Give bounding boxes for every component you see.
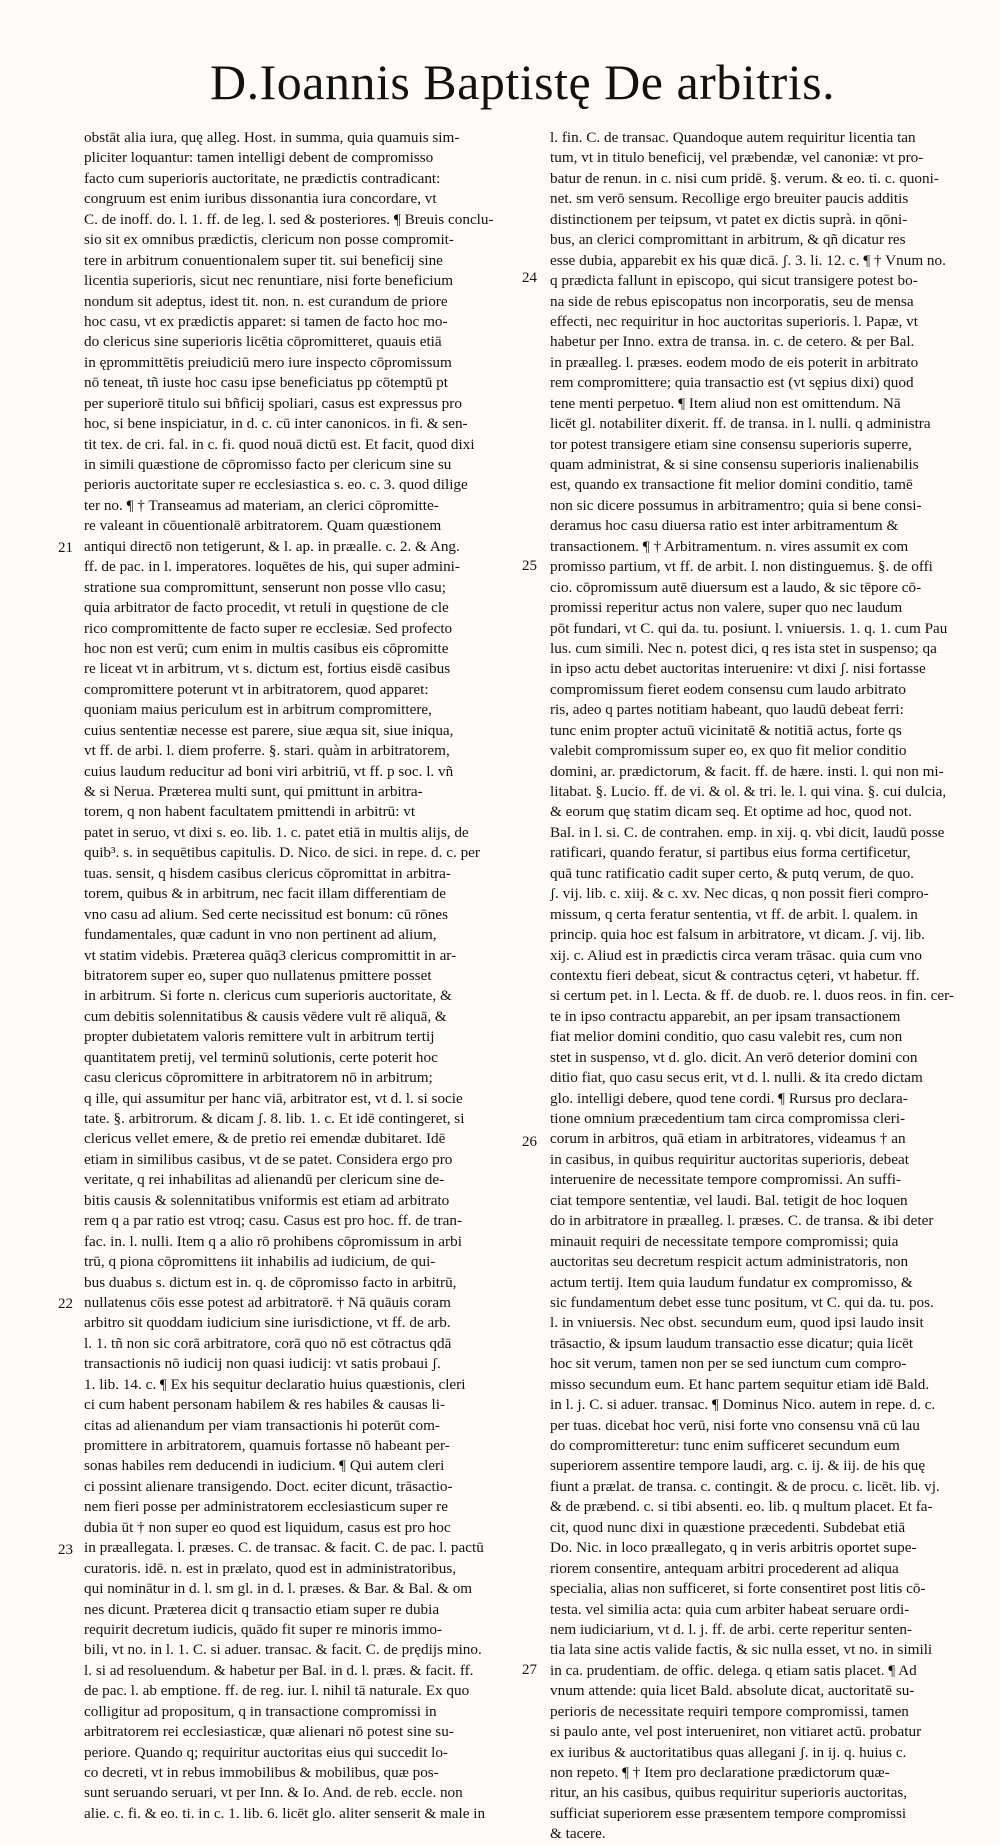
text-line: actum tertij. Item quia laudum fundatur ex compromisso, & [550,1273,913,1291]
text-line: valebit compromissum super eo, ex quo fit melior conditio [550,742,907,760]
text-line: ci cum habent personam habilem & res habiles & causas li- [84,1396,446,1414]
text-line: clericus vellet emere, & de pretio rei emendæ dubitaret. Idē [84,1130,446,1148]
text-line: obstāt alia iura, quę alleg. Host. in summa, quia quamuis sim- [84,129,460,146]
text-line: pōt fundari, vt C. qui da. tu. posiunt. l. vniuersis. 1. q. 1. cum Pau [550,619,948,637]
text-line: in arbitrum. Si forte n. clericus cum superioris auctoritate, & [84,987,452,1005]
text-line: C. de inoff. do. l. 1. ff. de leg. l. sed & posteriores. ¶ Breuis conclu- [84,210,494,228]
page-title: D.Ioannis Baptistę De arbitris. [210,54,836,110]
text-line: dubia ūt † non super eo quod est liquidum, casus est pro hoc [84,1518,451,1536]
text-line: compromittere poterunt vt in arbitratorem, quod apparet: [84,680,429,698]
text-line: deramus hoc casu diuersa ratio est inter arbitramentum & [550,517,899,535]
text-line: transactionem. ¶ † Arbitramentum. n. vires assumit ex com [550,537,909,555]
text-line: facto cum superioris auctoritate, ne prædictis contradicant: [84,169,441,187]
text-line: bus duabus s. dictum est in. q. de cōpromisso facto in arbitrū, [84,1273,457,1291]
text-line: sunt seruando seruari, vt per Inn. & Io. And. de reb. eccle. non [84,1784,463,1802]
text-line: misso secundum eum. Et hanc partem sequitur etiam idē Bald. [550,1375,930,1393]
text-line: arbitratorem rei ecclesiasticæ, quæ alienari nō potest sine su- [84,1723,454,1741]
text-line: qui nominātur in d. l. sm gl. in d. l. præses. & Bar. & Bal. & om [84,1580,473,1598]
text-line: glo. intelligi debere, quod tene cordi. ¶ Rursus pro declara- [550,1089,908,1107]
text-line: hoc sit verum, tamen non per se sed iunctum cum compro- [550,1355,907,1373]
text-line: in præalleg. l. præses. eodem modo de eis poterit in arbitrato [550,353,919,371]
text-line: non repeto. ¶ † Item pro declaratione prædictorum quæ- [550,1764,890,1781]
text-line: quantitatem pretij, vel terminū solutionis, certe poterit hoc [84,1048,438,1066]
text-line: antiqui directō non tetigerunt, & l. ap. in præalle. c. 2. & Ang. [84,537,460,555]
text-line: fiunt a prælat. de transa. c. contingit. & de procu. c. licēt. lib. vj. [550,1477,940,1495]
text-line: etiam in similibus casibus, vt de se patet. Considera ergo pro [84,1150,453,1168]
text-line: cuius laudum reducitur ad boni viri arbitriū, vt ff. p soc. l. vñ [84,762,454,780]
margin-number-24: 24 [522,270,537,286]
text-line: colligitur ad propositum, q in transactione compromissi in [84,1702,437,1720]
text-line: in præallegata. l. præses. C. de transac. & facit. C. de pac. l. pactū [84,1539,484,1557]
text-line: per tuas. dicebat hoc verū, nisi forte vno consensu vnā cū lau [550,1416,920,1434]
text-line: curatoris. idē. n. est in prælato, quod est in administratoribus, [84,1559,457,1577]
text-line: si paulo ante, vel post interueniret, non vitiaret actū. probatur [550,1723,922,1741]
text-line: minauit requiri de necessitate tempore compromissi; quia [550,1232,899,1250]
text-line: compromissum fieret eodem consensu cum laudo arbitrato [550,680,906,698]
margin-number-26: 26 [522,1134,537,1150]
text-line: ex iuribus & auctoritatibus quas allegani ʃ. in ij. q. huius c. [550,1743,907,1761]
text-line: licēt gl. notabiliter dixerit. ff. de transa. in l. nulli. q administra [550,415,931,433]
text-line: vt ff. de arbi. l. diem proferre. §. stari. quàm in arbitratorem, [84,742,450,760]
text-line: ris, adeo q partes notitiam habeant, quo laudū debeat ferri: [550,701,904,719]
text-line: Do. Nic. in loco præallegato, q in veris arbitris oportet supe- [550,1539,917,1557]
text-line: effecti, nec requiritur in hoc auctoritas superioris. l. Papæ, vt [550,312,918,330]
text-line: pliciter loquantur: tamen intelligi debent de compromisso [84,149,434,167]
text-line: nullatenus cōis esse potest ad arbitratorē. † Nā quāuis coram [84,1293,451,1311]
text-line: quib³. s. in sequētibus capitulis. D. Nico. de sici. in repe. d. c. per [84,844,480,862]
text-line: citas ad alienandum per viam transactionis hi poterūt com- [84,1416,440,1434]
text-line: per superiorē titulo sui bñficij spoliari, casus est expressus pro [84,394,462,412]
text-line: veritate, q rei inhabilitas ad alienandū per clericum sine de- [84,1171,445,1189]
text-line: interuenire de necessitate tempore compromissi. An suffi- [550,1171,902,1189]
text-line: Bal. in l. si. C. de contrahen. emp. in xij. q. vbi dicit, laudū posse [550,823,945,841]
text-line: hoc casu, vt ex prædictis apparet: si tamen de facto hoc mo- [84,312,448,330]
margin-number-25: 25 [522,558,537,574]
right-column [550,128,990,1845]
text-line: vnum attende: quia licet Bald. absolute dicat, auctoritatē su- [550,1682,915,1700]
text-line: do clericus sine superioris licētia cōpromitteret, quauis etiā [84,333,442,351]
text-line: superiorem assentire tempore laudi, arg. c. ij. & iij. de his quę [550,1457,926,1475]
text-line: perioris auctoritate super re ecclesiastica s. eo. c. 3. quod dilige [84,476,468,494]
text-line: promissi reperitur actus non valere, super quo nec laudum [550,599,903,617]
text-line: tione omnium præcedentium tam circa compromissa cleri- [550,1110,906,1127]
text-line: ditio fiat, quo casu secus erit, vt d. l. nulli. & ita credo dictam [550,1069,923,1087]
text-line: nem fieri posse per administratorem ecclesiasticum super re [84,1498,448,1516]
text-line: litabat. §. Lucio. ff. de vi. & ol. & tri. le. l. qui vina. §. cui dulcia, [550,783,947,800]
text-line: periore. Quando q; requiritur auctoritas eius qui succedit lo- [84,1743,448,1761]
text-line: tate. §. arbitrorum. & dicam ʃ. 8. lib. 1. c. Et idē contingeret, si [84,1110,465,1127]
text-line: nes dicunt. Præterea dicit q transactio etiam super re dubia [84,1600,440,1618]
text-line: cum debitis solennitatibus & causis vēdere vult rē aliquā, & [84,1007,447,1025]
text-line: ciat tempore sententiæ, vel laudi. Bal. tetigit de hoc loquen [550,1191,908,1209]
text-line: stratione sua compromittunt, senserunt non posse vllo casu; [84,578,446,596]
text-line: quoniam maius periculum est in arbitrum compromittere, [84,701,432,719]
text-line: tunc enim propter actuū vicinitatē & notitiā actus, forte qs [550,721,902,739]
text-line: cit, quod nunc dixi in quæstione præcedenti. Subdebat etiā [550,1518,906,1536]
text-line: co decreti, vt in rebus immobilibus & mobilibus, quæ pos- [84,1764,439,1781]
text-line: quā tunc ratificatio cadit super certo, & putq verum, de quo. [550,864,914,882]
text-line: vno casu ad alium. Sed certe necissitud est bonum: cū rōnes [84,905,448,923]
text-line: corum in arbitros, quā etiam in arbitratores, videamus † an [550,1130,906,1148]
text-line: 1. lib. 14. c. ¶ Ex his sequitur declaratio huius quæstionis, cleri [84,1375,466,1393]
text-line: fiat melior domini conditio, quo casu valebit res, cum non [550,1028,903,1046]
text-line: ritur, an his casibus, quibus requiritur superioris auctoritas, [550,1784,908,1802]
margin-number-23: 23 [58,1542,73,1558]
text-line: est, quando ex transactione fit melior domini conditio, tamē [550,476,913,494]
text-line: quam administrat, & si sine consensu superioris inalienabilis [550,456,919,473]
text-line: tene menti perpetuo. ¶ Item aliud non est omittendum. Nā [550,394,901,412]
text-line: domini, ar. prædictorum, & facit. ff. de hære. insti. l. qui non mi- [550,762,944,780]
text-line: princip. quia hoc est falsum in arbitratore, vt dicam. ʃ. vij. lib. [550,926,925,944]
text-line: rem q a par ratio est vtroq; casu. Casus est pro hoc. ff. de tran- [84,1212,463,1230]
text-line: transactionis nō iudicij non quasi iudicij: vt satis probaui ʃ. [84,1355,441,1373]
margin-number-21: 21 [58,540,73,556]
text-line: nem iudiciarium, vt d. l. j. ff. de arbi. certe reperitur senten- [550,1620,912,1638]
text-line: non sic dicere possumus in arbitramentro; quia si bene consi- [550,496,922,514]
text-line: specialia, alias non sufficeret, si forte consentiret post litis cō- [550,1580,926,1598]
left-column [84,128,514,1824]
margin-number-27: 27 [522,1662,537,1678]
text-line: tere in arbitrum conuentionalem super tit. sui beneficij sine [84,251,443,269]
text-line: bitratorem super eo, super quo nullatenus pmittere posset [84,966,432,984]
text-line: licentia superioris, sicut nec renuntiare, nisi forte beneficium [84,272,454,290]
text-line: hoc, si bene inspiciatur, in d. c. cū inter canonicos. in fi. & sen- [84,415,468,433]
text-line: in ęprommittētis preiudiciū mero iure inspecto cōpromissum [84,353,452,371]
text-line: do compromitteretur: tunc enim sufficeret secundum eum [550,1437,900,1454]
text-line: propter dubietatem valoris remittere vult in arbitrum tertij [84,1028,435,1046]
text-line: fundamentales, quæ cadunt in vno non pertinent ad alium, [84,926,437,944]
text-line: cuius sententiæ necesse est parere, siue æqua sit, siue iniqua, [84,721,454,739]
text-line: q prædicta fallunt in episcopo, qui sicut transigere potest bo- [550,272,918,290]
text-line: tum, vt in titulo beneficij, vel præbendæ, vel canoniæ: vt pro- [550,149,924,167]
text-line: riorem consentire, antequam arbitri procederent ad aliqua [550,1559,899,1577]
text-line: quia arbitrator de facto procedit, vt retuli in quęstione de cle [84,599,449,617]
text-line: ratificari, quando feratur, si partibus eius forma certificetur, [550,844,911,862]
text-line: patet in seruo, vt dixi s. eo. lib. 1. c. patet etiā in multis alijs, de [84,823,469,841]
text-line: trū, q piona cōpromittens iit inhabilis ad iudicium, de qui- [84,1253,436,1271]
text-line: & tacere. [550,1825,606,1843]
text-line: ff. de pac. in l. imperatores. loquētes de his, qui super admini- [84,558,460,576]
text-line: tia lata sine actis valide factis, & sic nulla esset, vt no. in simili [550,1641,933,1659]
text-line: cio. cōpromissum autē diuersum est a laudo, & sic tēpore cō- [550,578,922,596]
text-line: stet in suspenso, vt d. glo. dicit. An verō deterior domini con [550,1048,918,1066]
text-line: bitis causis & solennitatibus vniformis est etiam ad arbitrato [84,1191,450,1209]
text-line: sonas habiles rem deducendi in iudicium. ¶ Qui autem cleri [84,1457,445,1475]
text-line: sic fundamentum debet esse tunc positum, vt C. qui da. tu. pos. [550,1293,934,1311]
text-line: l. in vniuersis. Nec obst. secundum eum, quod ipsi laudo insit [550,1314,924,1332]
text-line: requirit decretum iudicis, quādo fit super re minoris immo- [84,1620,443,1638]
text-line: fac. in. l. nulli. Item q a alio rō prohibens cōpromissum in arbi [84,1232,462,1250]
text-line: sufficiat superiorem esse præsentem tempore compromissi [550,1804,907,1822]
text-line: sio sit ex omnibus prædictis, clericum non posse compromit- [84,231,454,249]
text-line: net. sm verō sensum. Recollige ergo breuiter paucis additis [550,190,909,208]
text-line: trāsactio, & ipsum laudum transactio esse dicatur; quia licēt [550,1334,914,1352]
text-line: habetur per Inno. extra de transa. in. c. de cetero. & per Bal. [550,333,915,351]
text-line: na side de rebus episcopatus non incorporatis, seu de mensa [550,292,914,310]
text-line: rem compromittere; quia transactio est (vt sępius dixi) quod [550,374,914,392]
text-line: bus, an clerici compromittant in arbitrum, & qñ dicatur res [550,231,906,249]
text-line: in ca. prudentiam. de offic. delega. q etiam satis placet. ¶ Ad [550,1661,917,1679]
text-line: promittere in arbitratorem, quamuis fortasse nō habeant per- [84,1437,450,1454]
text-line: esse dubia, apparebit ex his quæ dicā. ʃ. 3. li. 12. c. ¶ † Vnum no. [550,251,946,269]
text-line: contextu fieri debeat, sicut & contractus cęteri, vt habetur. ff. [550,966,920,984]
text-line: ʃ. vij. lib. c. xiij. & c. xv. Nec dicas, q non possit fieri compro- [550,885,929,903]
text-line: bili, vt no. in l. 1. C. si aduer. transac. & facit. C. de prędijs mino. [84,1641,482,1659]
text-line: tor potest transigere etiam sine consensu superioris superre, [550,435,912,453]
text-line: tit tex. de cri. fal. in c. fi. quod nouā dictū est. Et facit, quod dixi [84,435,475,453]
text-line: casu clericus cōpromittere in arbitratorem nō in arbitrum; [84,1069,433,1087]
text-line: xij. c. Aliud est in prædictis circa veram trāsac. quia cum vno [550,946,922,964]
text-line: l. si ad resoluendum. & habetur per Bal. in d. l. præs. & facit. ff. [84,1661,474,1679]
text-line: congruum est enim iuribus dissonantia iura concordare, vt [84,190,437,208]
text-line: ter no. ¶ † Transeamus ad materiam, an clerici cōpromitte- [84,496,439,514]
text-line: rico compromittente de facto super re ecclesiæ. Sed profecto [84,619,453,637]
text-line: in l. j. C. si aduer. transac. ¶ Dominus Nico. autem in repe. d. c. [550,1396,936,1414]
text-line: l. 1. tñ non sic corā arbitratore, corā quo nō est cōtractus qdā [84,1334,452,1352]
text-line: auctoritas seu decretum respicit actum administratoris, non [550,1253,909,1271]
text-line: torem, quibus & in arbitrum, nec facit illam differentiam de [84,885,447,903]
text-line: perioris de necessitate requiri tempore compromissi, tamen [550,1702,909,1720]
text-line: lus. cum simili. Nec n. potest dici, q res ista stet in suspenso; qa [550,639,937,657]
text-line: q ille, qui assumitur per hanc viā, arbitrator est, vt d. l. si socie [84,1089,463,1107]
text-line: re liceat vt in arbitrum, vt s. dictum est, fortius eisdē casibus [84,660,451,678]
text-line: in casibus, in quibus requiritur auctoritas superioris, debeat [550,1150,909,1168]
text-line: si certum pet. in l. Lecta. & ff. de duob. re. l. duos reos. in fin. cer- [550,987,954,1005]
text-line: do in arbitratore in præalleg. l. præses. C. de transa. & ibi deter [550,1212,934,1230]
text-line: arbitro sit quoddam iudicium sine iurisdictione, vt ff. de arb. [84,1314,451,1332]
text-line: & eorum quę statim dicam seq. Et optime ad hoc, quod not. [550,803,912,821]
text-line: in ipso actu debet auctoritas interuenire: vt dixi ʃ. nisi fortasse [550,660,926,678]
text-line: alie. c. fi. & eo. ti. in c. 1. lib. 6. licēt glo. aliter senserit & male in [84,1804,486,1822]
text-line: re valeant in cōuentionalē arbitratorem. Quam quæstionem [84,517,442,535]
text-line: de pac. l. ab emptione. ff. de reg. iur. l. nihil tā naturale. Ex quo [84,1682,470,1700]
text-line: vt statim videbis. Præterea quāq3 clericus compromittit in ar- [84,946,457,964]
text-line: nō teneat, tñ iuste hoc casu ipse beneficiatus pp cōtemptū pt [84,374,448,392]
text-line: nondum sit adeptus, idest tit. non. n. est curandum de priore [84,292,448,310]
text-line: & de præbend. c. si tibi absenti. eo. lib. q multum placet. Et fa- [550,1498,933,1516]
text-line: testa. vel similia acta: quia cum arbiter habeat seruare ordi- [550,1600,910,1618]
text-line: in simili quæstione de cōpromisso facto per clericum sine su [84,456,452,473]
margin-number-22: 22 [58,1296,73,1312]
text-line: torem, q non habent facultatem pmittendi in arbitrū: vt [84,803,416,821]
text-line: batur de renun. in c. nisi cum pridē. §. verum. & eo. ti. c. quoni- [550,169,939,187]
text-line: hoc non est verū; cum enim in multis casibus eis cōpromitte [84,639,449,657]
text-line: ci possint alienare transigendo. Doct. eciter dicunt, trāsactio- [84,1477,453,1495]
text-line: l. fin. C. de transac. Quandoque autem requiritur licentia tan [550,129,916,146]
text-line: missum, q certa feratur sententia, vt ff. de arbit. l. qualem. in [550,905,918,923]
text-line: tuas. sensit, q hisdem casibus clericus cōpromittat in arbitra- [84,864,451,882]
text-line: distinctionem per teipsum, vt patet ex dictis suprà. in qōni- [550,210,908,228]
text-line: promisso partium, vt ff. de arbit. l. non distinguemus. §. de offi [550,558,933,576]
text-line: & si Nerua. Præterea multi sunt, qui pmittunt in arbitra- [84,783,423,800]
text-line: te in ipso contractu apparebit, an per ipsam transactionem [550,1007,901,1025]
